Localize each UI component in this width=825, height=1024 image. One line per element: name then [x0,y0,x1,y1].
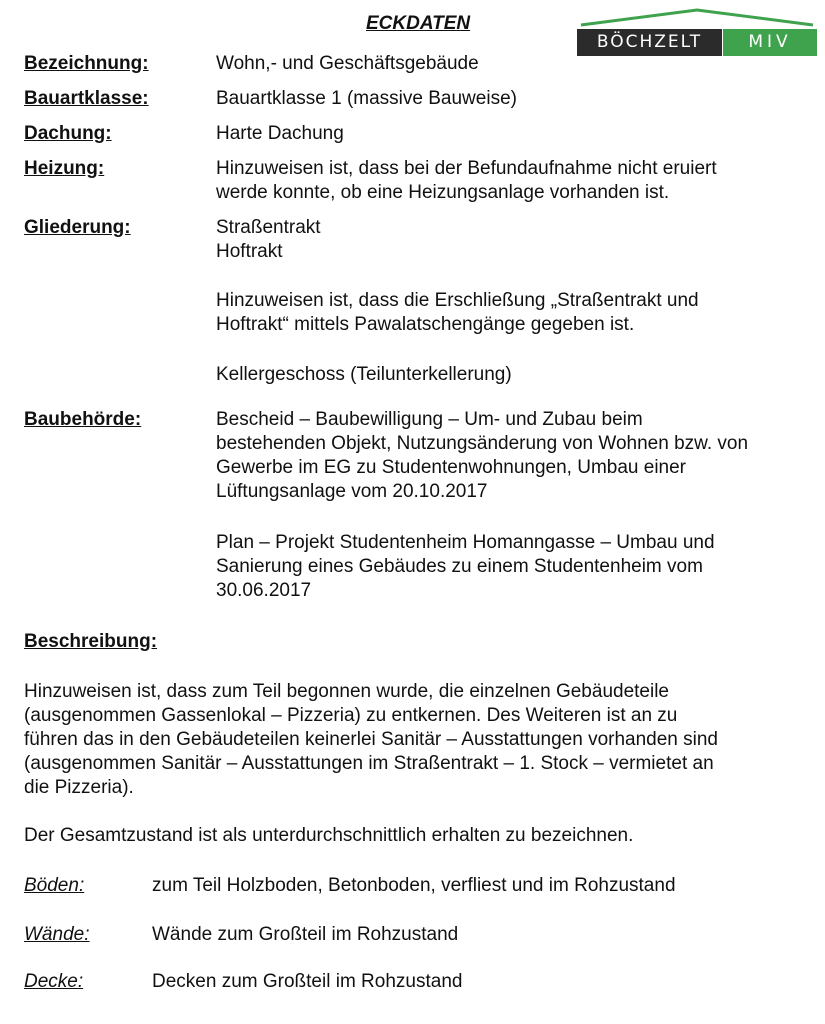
paragraph-line: führen das in den Gebäudeteilen keinerlei Sanitär – Ausstattungen vorhanden sind [24,729,718,750]
value-line: Harte Dachung [216,123,344,144]
paragraph-line: Hinzuweisen ist, dass zum Teil begonnen wurde, die einzelnen Gebäudeteile [24,681,669,702]
value-line: Plan – Projekt Studentenheim Homanngasse – Umbau und [216,532,715,553]
paragraph-line: (ausgenommen Sanitär – Ausstattungen im Straßentrakt – 1. Stock – vermietet an [24,753,714,774]
value-line: Bauartklasse 1 (massive Bauweise) [216,88,517,109]
value-heizung [216,157,821,205]
label-beschreibung: Beschreibung: [24,631,158,652]
value-baubehoerde [216,408,821,504]
value-waende: Wände zum Großteil im Rohzustand [152,924,459,945]
label-decke: Decke: [24,971,84,992]
value-line: bestehenden Objekt, Nutzungsänderung von Wohnen bzw. von [216,433,749,454]
paragraph-line: (ausgenommen Gassenlokal – Pizzeria) zu entkernen. Des Weiteren ist an zu [24,705,678,726]
value-plan [216,531,821,603]
roof-icon [577,8,817,28]
value-line: 30.06.2017 [216,580,312,601]
label-bauartklasse: Bauartklasse: [24,88,149,109]
value-kellergeschoss [216,363,821,387]
value-line: werde konnte, ob eine Heizungsanlage vorhanden ist. [216,182,670,203]
gesamtzustand-text: Der Gesamtzustand ist als unterdurchschnittlich erhalten zu bezeichnen. [24,825,634,846]
label-gliederung: Gliederung: [24,217,131,238]
value-line: Hinzuweisen ist, dass bei der Befundaufnahme nicht eruiert [216,158,717,179]
value-line: Kellergeschoss (Teilunterkellerung) [216,364,512,385]
company-logo [577,8,817,56]
value-line: Sanierung eines Gebäudes zu einem Studentenheim vom [216,556,703,577]
label-boeden: Böden: [24,875,85,896]
value-gliederung-note [216,289,821,337]
value-line: Hinzuweisen ist, dass die Erschließung „Straßentrakt und [216,290,699,311]
value-line: Gewerbe im EG zu Studentenwohnungen, Umbau einer [216,457,686,478]
beschreibung-paragraph [24,680,814,800]
paragraph-line: die Pizzeria). [24,777,134,798]
label-waende: Wände: [24,924,90,945]
label-bezeichnung: Bezeichnung: [24,53,149,74]
value-line: Hoftrakt [216,241,283,262]
logo-suffix: MIV [723,29,817,56]
value-line: Lüftungsanlage vom 20.10.2017 [216,481,488,502]
value-dachung [216,122,821,146]
page-title: ECKDATEN [366,13,471,34]
value-line: Straßentrakt [216,217,321,238]
label-heizung: Heizung: [24,158,105,179]
label-dachung: Dachung: [24,123,112,144]
value-gliederung [216,216,821,264]
value-bezeichnung [216,52,821,76]
value-boeden: zum Teil Holzboden, Betonboden, verfliest und im Rohzustand [152,875,676,896]
value-line: Wohn,- und Geschäftsgebäude [216,53,479,74]
value-decke: Decken zum Großteil im Rohzustand [152,971,463,992]
value-bauartklasse [216,87,821,111]
value-line: Hoftrakt“ mittels Pawalatschengänge gegeben ist. [216,314,635,335]
logo-name: BÖCHZELT [577,29,722,56]
value-line: Bescheid – Baubewilligung – Um- und Zubau beim [216,409,643,430]
label-baubehoerde: Baubehörde: [24,409,142,430]
